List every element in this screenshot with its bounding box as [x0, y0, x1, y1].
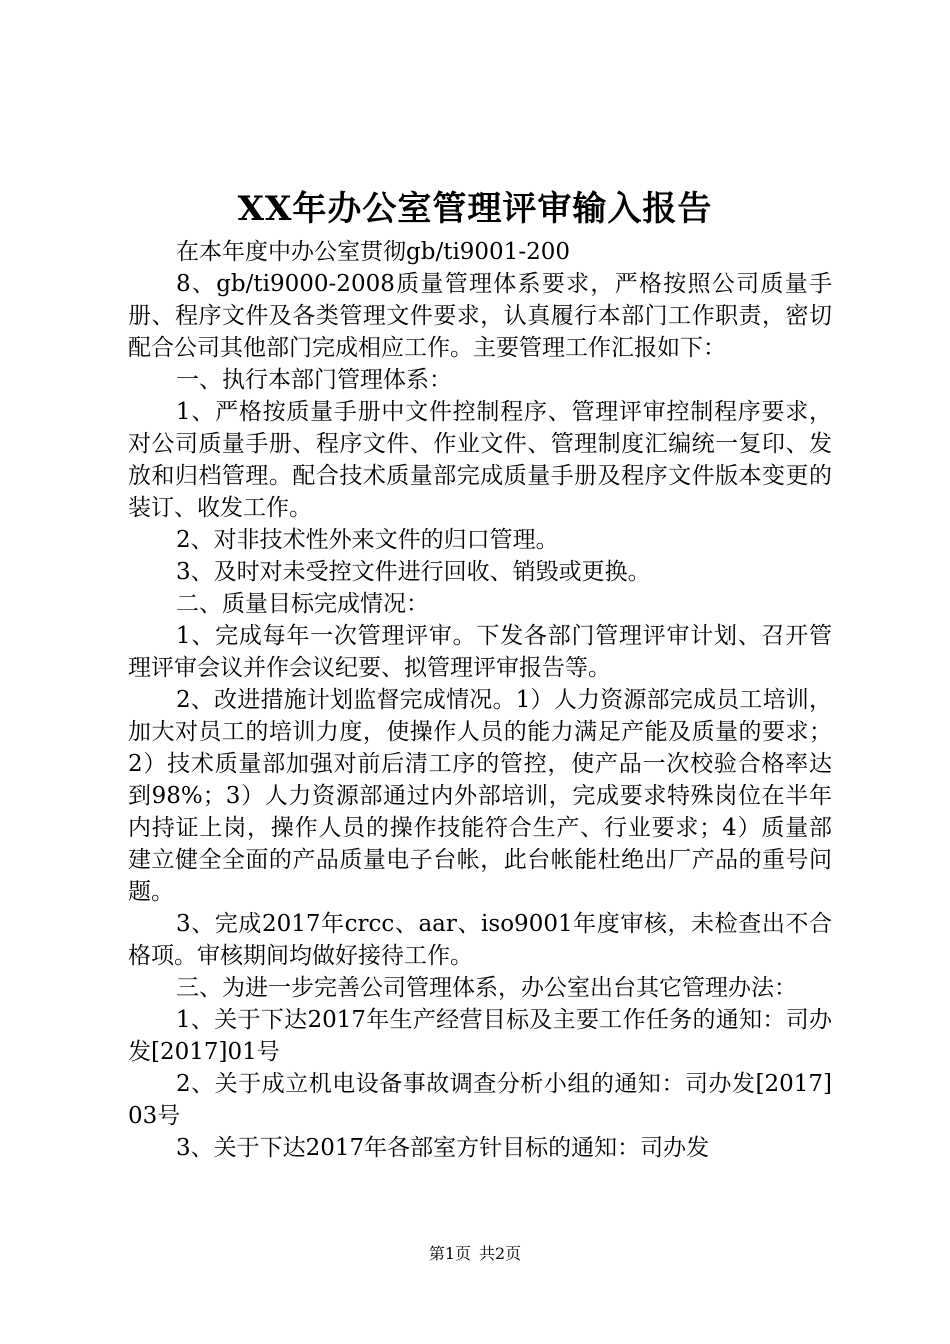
paragraph: 3、完成2017年crcc、aar、iso9001年度审核，未检查出不合格项。审核期间均做好接待工作。 [128, 911, 832, 969]
document-title: XX年办公室管理评审输入报告 [237, 189, 713, 229]
paragraph: 2、改进措施计划监督完成情况。1）人力资源部完成员工培训，加大对员工的培训力度，使操作人员的能力满足产能及质量的要求；2）技术质量部加强对前后清工序的管控，使产品一次校验合格率达到98%；3）人力资源部通过内外部培训，完成要求特殊岗位在半年内持证上岗，操作人员的操作技能符合生产、行业要求；4）质量部建立健全全面的产品质量电子台帐，此台帐能杜绝出厂产品的重号问题。 [128, 687, 832, 905]
paragraph: 1、严格按质量手册中文件控制程序、管理评审控制程序要求，对公司质量手册、程序文件、作业文件、管理制度汇编统一复印、发放和归档管理。配合技术质量部完成质量手册及程序文件版本变更的装订、收发工作。 [128, 399, 832, 521]
paragraph: 3、关于下达2017年各部室方针目标的通知：司办发 [176, 1135, 710, 1161]
page-footer [0, 1243, 950, 1265]
section-heading: 二、质量目标完成情况： [176, 591, 429, 617]
section-heading: 一、执行本部门管理体系： [176, 367, 452, 393]
paragraph: 1、完成每年一次管理评审。下发各部门管理评审计划、召开管理评审会议并作会议纪要、拟管理评审报告等。 [128, 623, 832, 681]
paragraph: 3、及时对未受控文件进行回收、销毁或更换。 [176, 559, 651, 585]
paragraph: 在本年度中办公室贯彻gb/ti9001-200 [176, 239, 570, 265]
paragraph: 8、gb/ti9000-2008质量管理体系要求，严格按照公司质量手册、程序文件及各类管理文件要求，认真履行本部门工作职责，密切配合公司其他部门完成相应工作。主要管理工作汇报如下： [128, 271, 832, 361]
paragraph: 2、对非技术性外来文件的归口管理。 [176, 527, 559, 553]
page-number-total: 共2页 [479, 1244, 522, 1263]
document-body [128, 236, 832, 1164]
paragraph: 1、关于下达2017年生产经营目标及主要工作任务的通知：司办发[2017]01号 [128, 1007, 832, 1065]
section-heading: 三、为进一步完善公司管理体系，办公室出台其它管理办法： [176, 975, 797, 1001]
paragraph: 2、关于成立机电设备事故调查分析小组的通知：司办发[2017]03号 [128, 1071, 832, 1129]
page-number-current: 第1页 [428, 1244, 471, 1263]
